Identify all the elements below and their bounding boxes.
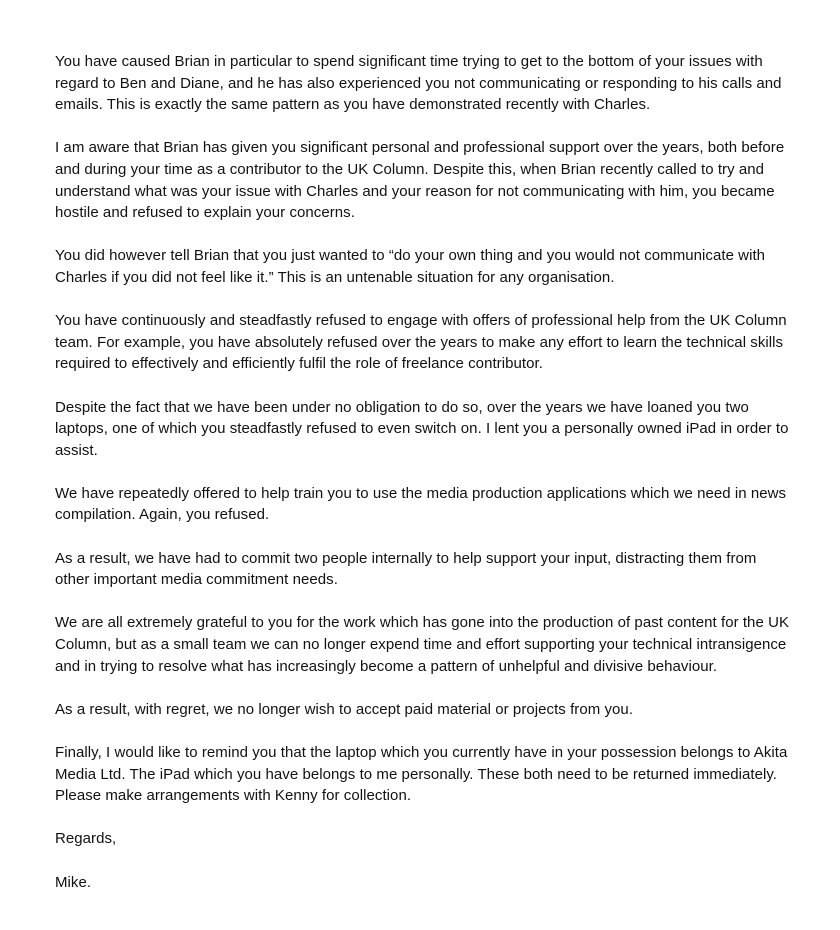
paragraph-brian-support: I am aware that Brian has given you significant personal and professional support over the years, both before and during your time as a contributor to the UK Column. Despite this, when Brian recently called to try and understand what was your issue with Charles and your reason for not communicating with him, you became hostile and refused to explain your concerns. <box>55 139 785 222</box>
paragraph-gratitude: We are all extremely grateful to you for the work which has gone into the production of past content for the UK Column, but as a small team we can no longer expend time and effort supporting your technical intransigence and in trying to resolve what has increasingly become a pattern of unhelpful and divisive behaviour. <box>55 614 790 675</box>
paragraph-own-thing: You did however tell Brian that you just wanted to “do your own thing and you would not communicate with Charles if you did not feel like it.” This is an untenable situation for any organisation. <box>55 247 766 286</box>
closing: Regards, <box>55 830 117 848</box>
paragraph-internal-support: As a result, we have had to commit two people internally to help support your input, distracting them from other important media commitment needs. <box>55 549 757 589</box>
paragraph-brian-issues: You have caused Brian in particular to spend significant time trying to get to the bottom of your issues with regard to Ben and Diane, and he has also experienced you not communicating or responding to his calls and emails. This is exactly the same pattern as you have demonstrated recently with Charles. <box>55 53 782 114</box>
letter-body <box>55 51 795 915</box>
paragraph-training-offer: We have repeatedly offered to help train you to use the media production applications which we need in news compilation. Again, you refused. <box>55 484 787 524</box>
paragraph-refused-help: You have continuously and steadfastly refused to engage with offers of professional help from the UK Column team. For example, you have absolutely refused over the years to make any effort to learn the technical skills required to effectively and efficiently fulfil the role of freelance contributor. <box>55 312 787 373</box>
signature: Mike. <box>55 873 92 891</box>
paragraph-loaned-laptops: Despite the fact that we have been under no obligation to do so, over the years we have loaned you two laptops, one of which you steadfastly refused to even switch on. I lent you a personally owned iPad in order to assist. <box>55 398 789 459</box>
paragraph-return-equipment: Finally, I would like to remind you that the laptop which you currently have in your possession belongs to Akita Media Ltd. The iPad which you have belongs to me personally. These both need to be returned immediately. Please make arrangements with Kenny for collection. <box>55 744 788 805</box>
paragraph-decision: As a result, with regret, we no longer wish to accept paid material or projects from you. <box>55 700 634 718</box>
